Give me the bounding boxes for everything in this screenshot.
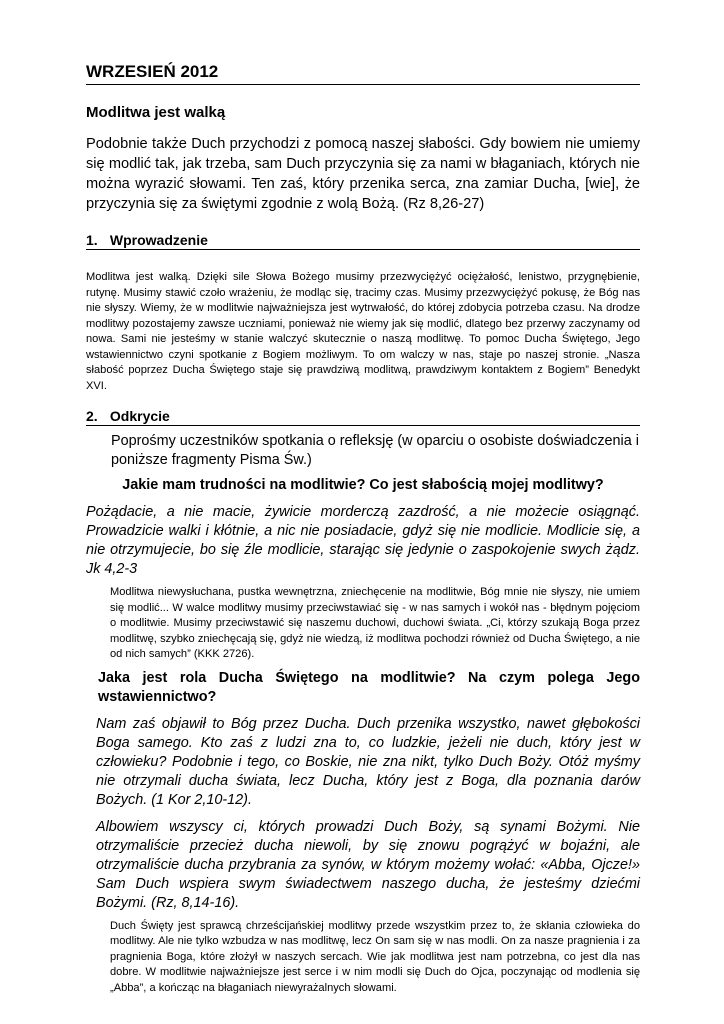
scripture-quote-corinthians: Nam zaś objawił to Bóg przez Ducha. Duch przenika wszystko, nawet głębokości Boga samego. Kto zaś z ludzi zna to, co ludzkie, jeżeli nie duch, który jest w człowieku? Podobnie i tego, co Boskie, nie zna nikt, tylko Duch Boży. Otóż myśmy nie otrzymali ducha świata, lecz Ducha, który jest z Boga, dla poznania darów Bożych. (1 Kor 2,10-12).: [96, 715, 640, 808]
section-title: Odkrycie: [109, 408, 170, 424]
section-heading-discovery: [86, 408, 640, 426]
reflection-prompt: Poprośmy uczestników spotkania o refleksję (w oparciu o osobiste doświadczenia i poniższe fragmenty Pisma Św.): [111, 433, 639, 468]
introduction-paragraph: Modlitwa jest walką. Dzięki sile Słowa Bożego musimy przezwyciężyć ociężałość, lenistwo, przygnębienie, rutynę. Musimy stawić czoło wrażeniu, że modląc się, tracimy czas. Musimy przezwyciężyć pokusę, że Bóg nas nie słyszy. Wiemy, że w modlitwie najważniejsza jest wytrwałość, do której zdobycia potrzeba czasu. Na drodze modlitwy pozostajemy zawsze uczniami, ponieważ nie wiemy jak się modlić, dlatego bez przerwy zaczynamy od nowa. Sami nie jesteśmy w stanie walczyć skutecznie o naszą modlitwę. To pomoc Ducha Świętego, Jego wstawiennictwo czyni spotkanie z Bogiem możliwym. To om walczy w nas, staje po naszej stronie. „Nasza słabość poprzez Ducha Świętego staje się prawdziwą modlitwą, prawdziwym kontaktem z Bogiem” Benedykt XVI.: [86, 271, 640, 392]
document-title: WRZESIEŃ 2012: [86, 62, 640, 85]
scripture-quote-romans: Albowiem wszyscy ci, których prowadzi Duch Boży, są synami Bożymi. Nie otrzymaliście przecież ducha niewoli, by się znowu pogrążyć w bojaźni, ale otrzymaliście ducha przybrania za synów, w którym możemy wołać: «Abba, Ojcze!» Sam Duch wspiera swym świadectwem naszego ducha, że jesteśmy dziećmi Bożymi. (Rz, 8,14-16).: [96, 818, 640, 911]
section-title: Wprowadzenie: [109, 232, 208, 248]
scripture-quote-james: Pożądacie, a nie macie, żywicie morderczą zazdrość, a nie możecie osiągnąć. Prowadzicie walki i kłótnie, a nic nie posiadacie, gdyż się nie modlicie. Modlicie się, a nie otrzymujecie, bo się źle modlicie, starając się jedynie o zaspokojenie swych żądz. Jk 4,2-3: [86, 504, 640, 577]
question-difficulties: Jakie mam trudności na modlitwie? Co jest słabością mojej modlitwy?: [122, 477, 604, 493]
question-holy-spirit: Jaka jest rola Ducha Świętego na modlitwie? Na czym polega Jego wstawiennictwo?: [98, 669, 640, 705]
section-number: 1.: [86, 232, 98, 248]
section-number: 2.: [86, 408, 98, 424]
section-heading-introduction: [86, 232, 640, 250]
document-page: [86, 62, 640, 996]
commentary-note-2: Duch Święty jest sprawcą chrześcijańskiej modlitwy przede wszystkim przez to, że skłania człowieka do modlitwy. Ale nie tylko wzbudza w nas modlitwę, lecz On sam się w nas modli. On za nasze pragnienia i za pragnienia Boga, które złożył w naszych sercach. Wie jak modlitwa jest nam potrzebna, co jest dla nas dobre. W modlitwie najważniejsze jest serce i w nim modli się Duch do Ojca, poczynając od modlenia się „Abba”, a kończąc na błaganiach niewyrażalnych słowami.: [110, 919, 640, 994]
intro-paragraph: Podobnie także Duch przychodzi z pomocą naszej słabości. Gdy bowiem nie umiemy się modlić tak, jak trzeba, sam Duch przyczynia się za nami w błaganiach, których nie można wyrazić słowami. Ten zaś, który przenika serca, zna zamiar Ducha, [wie], że przyczynia się za świętymi zgodnie z wolą Bożą. (Rz 8,26-27): [86, 136, 640, 212]
commentary-note-1: Modlitwa niewysłuchana, pustka wewnętrzna, zniechęcenie na modlitwie, Bóg mnie nie słyszy, nie umiem się modlić... W walce modlitwy musimy przeciwstawiać się - w nas samych i wokół nas - błędnym pojęciom o modlitwie. Musimy przeciwstawić się naszemu duchowi, duchowi świata. „Ci, którzy szukają Boga przez modlitwę, szybko zniechęcają się, gdyż nie wiedzą, iż modlitwa pochodzi również od Ducha Świętego, a nie od nich samych” (KKK 2726).: [110, 586, 640, 660]
main-heading: Modlitwa jest walką: [86, 104, 226, 121]
